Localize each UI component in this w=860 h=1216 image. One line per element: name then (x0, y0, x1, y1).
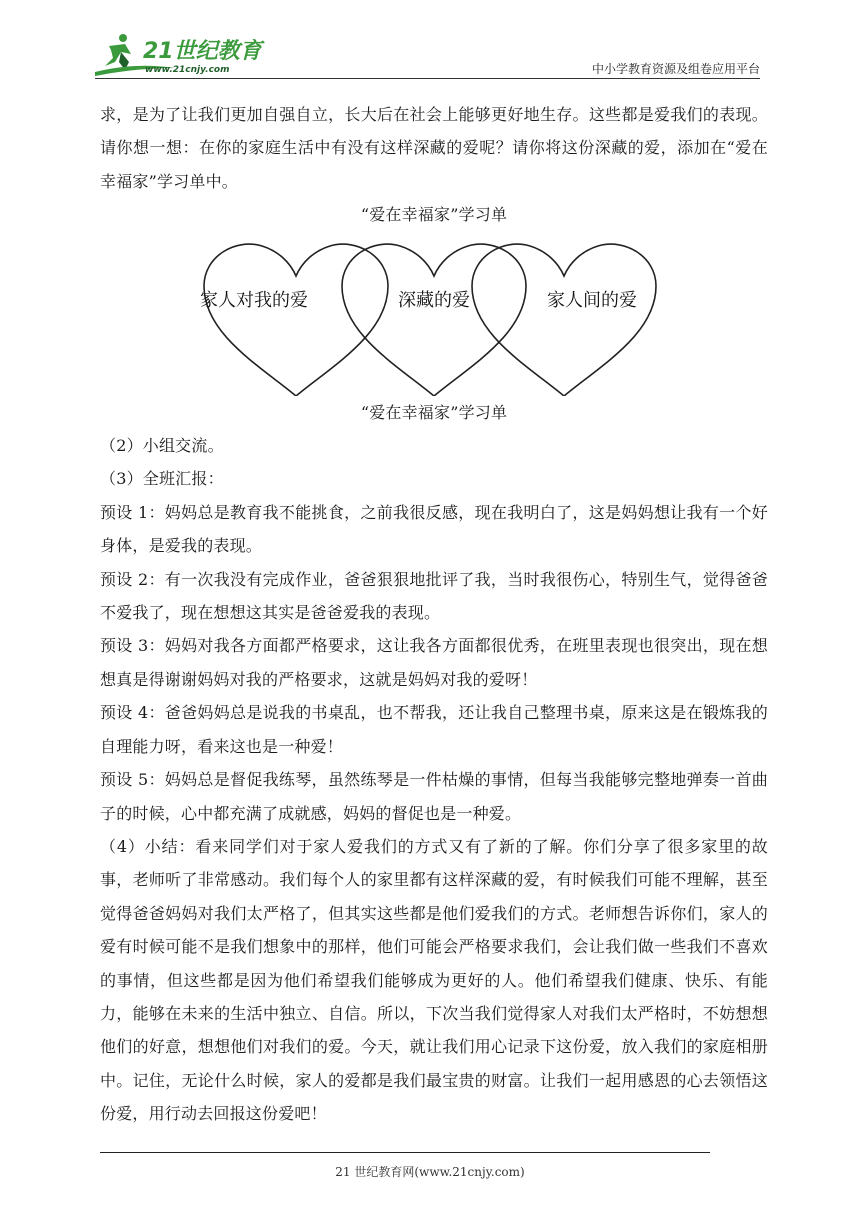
page-footer: 21 世纪教育网(www.21cnjy.com) (335, 1165, 525, 1179)
case5-text: 预设 5：妈妈总是督促我练琴，虽然练琴是一件枯燥的事情，但每当我能够完整地弹奏一首曲子的时候，心中都充满了成就感，妈妈的督促也是一种爱。 (100, 770, 768, 823)
case1-text: 预设 1：妈妈总是教育我不能挑食，之前我很反感，现在我明白了，这是妈妈想让我有一个好身体，是爱我的表现。 (100, 502, 768, 556)
header-divider (95, 78, 760, 79)
heart-right (472, 244, 656, 396)
step2-text: （2）小组交流。 (100, 436, 224, 456)
footer-divider (100, 1152, 710, 1153)
worksheet-title-bottom: “爱在幸福家”学习单 (360, 402, 508, 422)
worksheet-title-top: “爱在幸福家”学习单 (360, 205, 508, 225)
heart-right-label: 家人间的爱 (547, 289, 637, 311)
logo-text: 21世纪教育 (143, 39, 262, 64)
platform-name: 中小学教育资源及组卷应用平台 (591, 62, 760, 76)
document-body (100, 98, 768, 1131)
heart-middle-label: 深藏的爱 (398, 289, 470, 311)
intro-paragraph: 求，是为了让我们更加自强自立，长大后在社会上能够更好地生存。这些都是爱我们的表现。请你想一想：在你的家庭生活中有没有这样深藏的爱呢？请你将这份深藏的爱，添加在“爱在幸福家”学习单中。 (100, 105, 768, 191)
case2-text: 预设 2：有一次我没有完成作业，爸爸狠狠地批评了我，当时我很伤心，特别生气，觉得爸爸不爱我了，现在想想这其实是爸爸爱我的表现。 (100, 569, 768, 623)
logo-url: www.21cnjy.com (145, 65, 230, 75)
hearts-worksheet-diagram (100, 236, 768, 396)
heart-middle (342, 244, 526, 396)
site-logo (95, 32, 265, 78)
step3-text: （3）全班汇报： (100, 469, 224, 489)
case3-text: 预设 3：妈妈对我各方面都严格要求，这让我各方面都很优秀，在班里表现也很突出，现在想想真是得谢谢妈妈对我的严格要求，这就是妈妈对我的爱呀！ (100, 636, 768, 689)
heart-left-label: 家人对我的爱 (200, 289, 308, 311)
heart-left (204, 244, 388, 396)
summary-text: （4）小结：看来同学们对于家人爱我们的方式又有了新的了解。你们分享了很多家里的故事，老师听了非常感动。我们每个人的家里都有这样深藏的爱，有时候我们可能不理解，甚至觉得爸爸妈妈对我们太严格了，但其实这些都是他们爱我们的方式。老师想告诉你们，家人的爱有时候可能不是我们想象中的那样，他们可能会严格要求我们，会让我们做一些我们不喜欢的事情，但这些都是因为他们希望我们能够成为更好的人。他们希望我们健康、快乐、有能力，能够在未来的生活中独立、自信。所以，下次当我们觉得家人对我们太严格时，不妨想想他们的好意，想想他们对我们的爱。今天，就让我们用心记录下这份爱，放入我们的家庭相册中。记住，无论什么时候，家人的爱都是我们最宝贵的财富。让我们一起用感恩的心去领悟这份爱，用行动去回报这份爱吧！ (100, 836, 768, 1124)
case4-text: 预设 4：爸爸妈妈总是说我的书桌乱，也不帮我，还让我自己整理书桌，原来这是在锻炼我的自理能力呀，看来这也是一种爱！ (100, 703, 768, 756)
page-header (95, 32, 760, 78)
